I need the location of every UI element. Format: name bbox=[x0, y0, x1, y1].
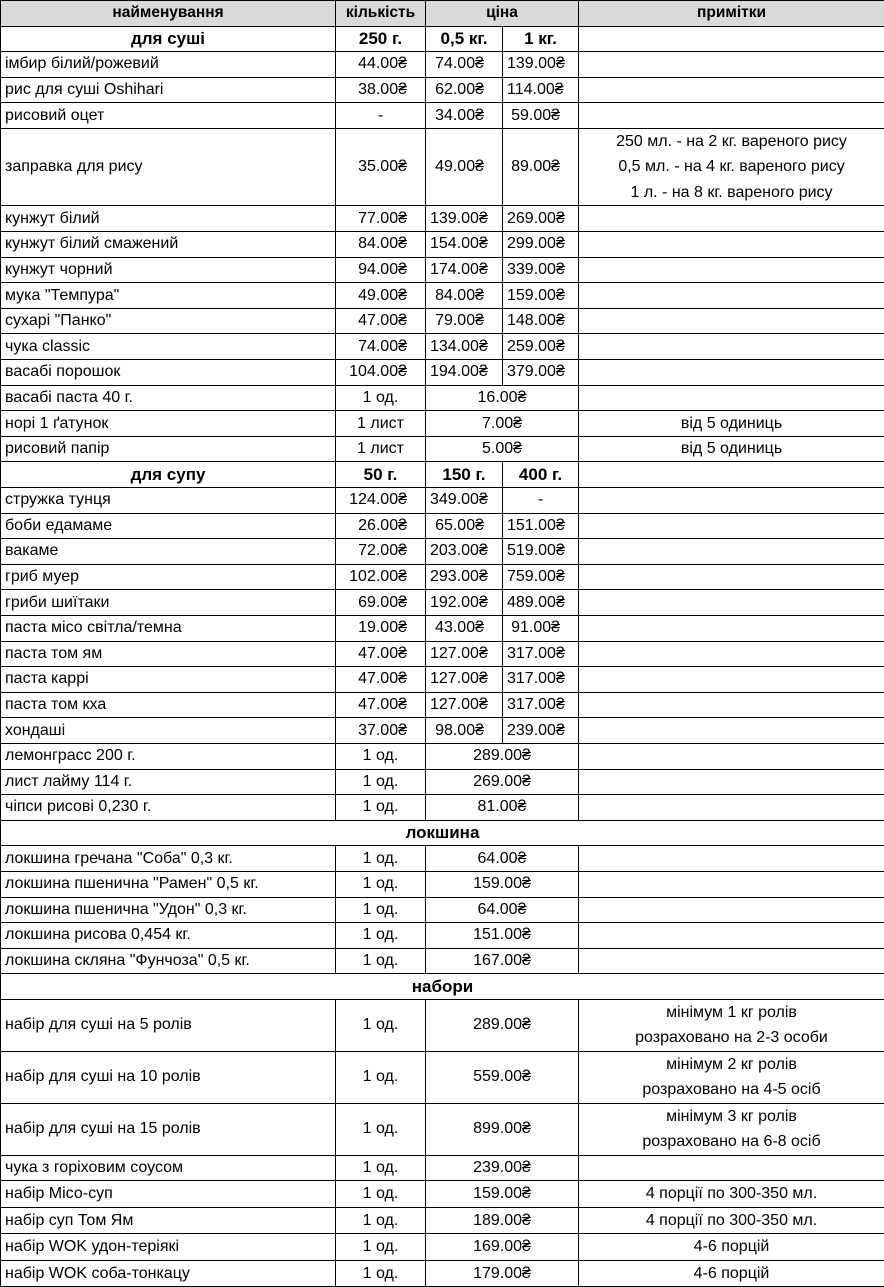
table-row bbox=[1, 999, 884, 1051]
price-cell: 203.00₴ bbox=[426, 539, 503, 565]
table-row bbox=[1, 283, 884, 309]
note-line: 1 л. - на 8 кг. вареного рису bbox=[583, 180, 880, 206]
price-cell: 114.00₴ bbox=[503, 77, 579, 103]
price-cell: 38.00₴ bbox=[336, 77, 426, 103]
table-row bbox=[1, 718, 884, 744]
item-name: стружка тунця bbox=[1, 488, 336, 514]
note-line: 4-6 порцій bbox=[583, 1261, 880, 1287]
notes-cell bbox=[579, 1260, 884, 1287]
price-cell: 519.00₴ bbox=[503, 539, 579, 565]
qty-cell: 1 од. bbox=[336, 1051, 426, 1103]
notes-cell bbox=[579, 1207, 884, 1234]
notes-cell bbox=[579, 846, 884, 872]
qty-cell: 1 лист bbox=[336, 411, 426, 437]
notes-cell bbox=[579, 923, 884, 949]
qty-cell: 1 од. bbox=[336, 999, 426, 1051]
table-row bbox=[1, 897, 884, 923]
notes-cell bbox=[579, 1155, 884, 1181]
table-row bbox=[1, 539, 884, 565]
price-cell: 259.00₴ bbox=[503, 334, 579, 360]
notes-cell bbox=[579, 488, 884, 514]
note-line: 4 порції по 300-350 мл. bbox=[583, 1208, 880, 1234]
notes-cell bbox=[579, 769, 884, 795]
note-line: мінімум 2 кг ролів bbox=[583, 1052, 880, 1078]
qty-cell: 1 од. bbox=[336, 1234, 426, 1261]
item-name: васабі порошок bbox=[1, 360, 336, 386]
price-cell: 139.00₴ bbox=[426, 206, 503, 232]
price-cell: 159.00₴ bbox=[503, 283, 579, 309]
section-header-soup bbox=[1, 462, 884, 488]
note-line: мінімум 1 кг ролів bbox=[583, 1000, 880, 1026]
item-name: набір для суші на 10 ролів bbox=[1, 1051, 336, 1103]
table-row bbox=[1, 257, 884, 283]
price-cell: 127.00₴ bbox=[426, 641, 503, 667]
item-name: паста том ям bbox=[1, 641, 336, 667]
notes-cell bbox=[579, 1234, 884, 1261]
table-row bbox=[1, 411, 884, 437]
price-cell: 151.00₴ bbox=[426, 923, 579, 949]
item-name: локшина скляна "Фунчоза" 0,5 кг. bbox=[1, 948, 336, 974]
item-name: набір WOK соба-тонкацу bbox=[1, 1260, 336, 1287]
notes-cell: від 5 одиниць bbox=[579, 436, 884, 462]
size-header: 1 кг. bbox=[503, 26, 579, 52]
size-header: 0,5 кг. bbox=[426, 26, 503, 52]
item-name: гриб муер bbox=[1, 564, 336, 590]
item-name: паста місо світла/темна bbox=[1, 615, 336, 641]
section-header-sets bbox=[1, 974, 884, 1000]
notes-cell bbox=[579, 743, 884, 769]
size-header: 250 г. bbox=[336, 26, 426, 52]
item-name: локшина пшенична "Удон" 0,3 кг. bbox=[1, 897, 336, 923]
note-line: 4-6 порцій bbox=[583, 1234, 880, 1260]
price-cell: 139.00₴ bbox=[503, 52, 579, 78]
table-row bbox=[1, 743, 884, 769]
notes-cell bbox=[579, 52, 884, 78]
notes-cell bbox=[579, 1103, 884, 1155]
price-cell: 169.00₴ bbox=[426, 1234, 579, 1261]
section-title: для супу bbox=[1, 462, 336, 488]
price-cell: 148.00₴ bbox=[503, 308, 579, 334]
table-row bbox=[1, 923, 884, 949]
price-cell: 49.00₴ bbox=[426, 128, 503, 206]
qty-cell: 1 од. bbox=[336, 1103, 426, 1155]
item-name: рисовий оцет bbox=[1, 103, 336, 129]
notes-cell bbox=[579, 999, 884, 1051]
table-row bbox=[1, 590, 884, 616]
header-notes: примітки bbox=[579, 1, 884, 27]
price-cell: 293.00₴ bbox=[426, 564, 503, 590]
price-cell: 47.00₴ bbox=[336, 641, 426, 667]
note-line: мінімум 3 кг ролів bbox=[583, 1104, 880, 1130]
notes-cell bbox=[579, 615, 884, 641]
qty-cell: 1 од. bbox=[336, 948, 426, 974]
item-name: гриби шиїтаки bbox=[1, 590, 336, 616]
table-row bbox=[1, 795, 884, 821]
notes-cell bbox=[579, 948, 884, 974]
price-cell: 47.00₴ bbox=[336, 692, 426, 718]
price-cell: 72.00₴ bbox=[336, 539, 426, 565]
item-name: хондаші bbox=[1, 718, 336, 744]
table-row bbox=[1, 206, 884, 232]
qty-cell: 1 од. bbox=[336, 1155, 426, 1181]
price-cell: 159.00₴ bbox=[426, 871, 579, 897]
notes-cell bbox=[579, 1051, 884, 1103]
price-cell: 124.00₴ bbox=[336, 488, 426, 514]
table-row bbox=[1, 641, 884, 667]
price-cell: 84.00₴ bbox=[336, 232, 426, 258]
notes-cell bbox=[579, 283, 884, 309]
item-name: набір суп Том Ям bbox=[1, 1207, 336, 1234]
notes-cell bbox=[579, 334, 884, 360]
price-cell: 317.00₴ bbox=[503, 641, 579, 667]
price-cell: 91.00₴ bbox=[503, 615, 579, 641]
qty-cell: 1 од. bbox=[336, 897, 426, 923]
price-cell: 192.00₴ bbox=[426, 590, 503, 616]
table-row bbox=[1, 846, 884, 872]
notes-cell bbox=[579, 871, 884, 897]
item-name: набір для суші на 15 ролів bbox=[1, 1103, 336, 1155]
item-name: заправка для рису bbox=[1, 128, 336, 206]
table-row bbox=[1, 103, 884, 129]
table-row bbox=[1, 1207, 884, 1234]
price-cell: 269.00₴ bbox=[503, 206, 579, 232]
size-header: 50 г. bbox=[336, 462, 426, 488]
price-cell: 349.00₴ bbox=[426, 488, 503, 514]
price-cell: 899.00₴ bbox=[426, 1103, 579, 1155]
qty-cell: 1 од. bbox=[336, 1181, 426, 1208]
price-cell: 104.00₴ bbox=[336, 360, 426, 386]
price-cell: 59.00₴ bbox=[503, 103, 579, 129]
notes-cell bbox=[579, 1181, 884, 1208]
table-row bbox=[1, 488, 884, 514]
price-table-body bbox=[1, 1, 884, 1287]
notes-cell bbox=[579, 128, 884, 206]
item-name: паста каррі bbox=[1, 667, 336, 693]
qty-cell: 1 од. bbox=[336, 385, 426, 411]
item-name: вакаме bbox=[1, 539, 336, 565]
price-cell: 194.00₴ bbox=[426, 360, 503, 386]
price-cell: 154.00₴ bbox=[426, 232, 503, 258]
header-row bbox=[1, 1, 884, 27]
price-cell: 44.00₴ bbox=[336, 52, 426, 78]
price-cell: 7.00₴ bbox=[426, 411, 579, 437]
price-cell: 65.00₴ bbox=[426, 513, 503, 539]
item-name: рисовий папір bbox=[1, 436, 336, 462]
price-cell: 47.00₴ bbox=[336, 308, 426, 334]
size-header: 150 г. bbox=[426, 462, 503, 488]
item-name: чука classic bbox=[1, 334, 336, 360]
price-cell: 289.00₴ bbox=[426, 743, 579, 769]
price-cell: 174.00₴ bbox=[426, 257, 503, 283]
table-row bbox=[1, 564, 884, 590]
price-cell: 62.00₴ bbox=[426, 77, 503, 103]
price-cell: 379.00₴ bbox=[503, 360, 579, 386]
price-cell: 127.00₴ bbox=[426, 667, 503, 693]
price-cell: 89.00₴ bbox=[503, 128, 579, 206]
qty-cell: 1 од. bbox=[336, 846, 426, 872]
price-cell: 47.00₴ bbox=[336, 667, 426, 693]
section-header-noodles bbox=[1, 820, 884, 846]
item-name: локшина гречана "Соба" 0,3 кг. bbox=[1, 846, 336, 872]
price-cell: 81.00₴ bbox=[426, 795, 579, 821]
price-cell: 134.00₴ bbox=[426, 334, 503, 360]
notes-cell bbox=[579, 897, 884, 923]
table-row bbox=[1, 513, 884, 539]
price-cell: 77.00₴ bbox=[336, 206, 426, 232]
notes-cell bbox=[579, 232, 884, 258]
note-line: 250 мл. - на 2 кг. вареного рису bbox=[583, 129, 880, 155]
note-line: розраховано на 4-5 осіб bbox=[583, 1077, 880, 1103]
price-cell: 79.00₴ bbox=[426, 308, 503, 334]
table-row bbox=[1, 692, 884, 718]
notes-cell bbox=[579, 795, 884, 821]
price-cell: 34.00₴ bbox=[426, 103, 503, 129]
note-line: розраховано на 2-3 особи bbox=[583, 1025, 880, 1051]
price-cell: 74.00₴ bbox=[426, 52, 503, 78]
price-cell: - bbox=[336, 103, 426, 129]
price-cell: 127.00₴ bbox=[426, 692, 503, 718]
item-name: боби едамаме bbox=[1, 513, 336, 539]
table-row bbox=[1, 1155, 884, 1181]
table-row bbox=[1, 667, 884, 693]
section-title: набори bbox=[1, 974, 884, 1000]
price-cell: 69.00₴ bbox=[336, 590, 426, 616]
header-name: найменування bbox=[1, 1, 336, 27]
price-cell: 74.00₴ bbox=[336, 334, 426, 360]
note-line: 0,5 мл. - на 4 кг. вареного рису bbox=[583, 154, 880, 180]
item-name: локшина рисова 0,454 кг. bbox=[1, 923, 336, 949]
price-cell: 64.00₴ bbox=[426, 846, 579, 872]
price-cell: 43.00₴ bbox=[426, 615, 503, 641]
notes-cell bbox=[579, 641, 884, 667]
price-cell: 19.00₴ bbox=[336, 615, 426, 641]
price-cell: 317.00₴ bbox=[503, 667, 579, 693]
table-row bbox=[1, 871, 884, 897]
price-cell: 317.00₴ bbox=[503, 692, 579, 718]
table-row bbox=[1, 128, 884, 206]
price-cell: 289.00₴ bbox=[426, 999, 579, 1051]
item-name: кунжут білий bbox=[1, 206, 336, 232]
qty-cell: 1 од. bbox=[336, 1207, 426, 1234]
notes-cell bbox=[579, 462, 884, 488]
notes-cell bbox=[579, 308, 884, 334]
notes-cell bbox=[579, 692, 884, 718]
notes-cell bbox=[579, 539, 884, 565]
header-price: ціна bbox=[426, 1, 579, 27]
price-cell: 239.00₴ bbox=[503, 718, 579, 744]
item-name: лист лайму 114 г. bbox=[1, 769, 336, 795]
price-cell: 84.00₴ bbox=[426, 283, 503, 309]
table-row bbox=[1, 52, 884, 78]
price-cell: 94.00₴ bbox=[336, 257, 426, 283]
qty-cell: 1 од. bbox=[336, 923, 426, 949]
notes-cell bbox=[579, 564, 884, 590]
price-cell: 299.00₴ bbox=[503, 232, 579, 258]
item-name: лемонграсс 200 г. bbox=[1, 743, 336, 769]
price-cell: 37.00₴ bbox=[336, 718, 426, 744]
price-cell: 179.00₴ bbox=[426, 1260, 579, 1287]
item-name: імбир білий/рожевий bbox=[1, 52, 336, 78]
notes-cell bbox=[579, 206, 884, 232]
item-name: васабі паста 40 г. bbox=[1, 385, 336, 411]
item-name: сухарі "Панко" bbox=[1, 308, 336, 334]
qty-cell: 1 лист bbox=[336, 436, 426, 462]
section-title: для суші bbox=[1, 26, 336, 52]
section-title: локшина bbox=[1, 820, 884, 846]
table-row bbox=[1, 948, 884, 974]
price-cell: 159.00₴ bbox=[426, 1181, 579, 1208]
table-row bbox=[1, 334, 884, 360]
qty-cell: 1 од. bbox=[336, 795, 426, 821]
notes-cell bbox=[579, 385, 884, 411]
price-cell: 269.00₴ bbox=[426, 769, 579, 795]
notes-cell bbox=[579, 360, 884, 386]
item-name: чука з горіховим соусом bbox=[1, 1155, 336, 1181]
table-row bbox=[1, 385, 884, 411]
item-name: набір WOK удон-теріякі bbox=[1, 1234, 336, 1261]
item-name: кунжут білий смажений bbox=[1, 232, 336, 258]
table-row bbox=[1, 77, 884, 103]
price-cell: 98.00₴ bbox=[426, 718, 503, 744]
item-name: кунжут чорний bbox=[1, 257, 336, 283]
item-name: норі 1 ґатунок bbox=[1, 411, 336, 437]
item-name: локшина пшенична "Рамен" 0,5 кг. bbox=[1, 871, 336, 897]
qty-cell: 1 од. bbox=[336, 743, 426, 769]
price-cell: 16.00₴ bbox=[426, 385, 579, 411]
price-cell: 759.00₴ bbox=[503, 564, 579, 590]
price-cell: 189.00₴ bbox=[426, 1207, 579, 1234]
notes-cell: від 5 одиниць bbox=[579, 411, 884, 437]
header-qty: кількість bbox=[336, 1, 426, 27]
notes-cell bbox=[579, 590, 884, 616]
table-row bbox=[1, 1234, 884, 1261]
item-name: паста том кха bbox=[1, 692, 336, 718]
qty-cell: 1 од. bbox=[336, 769, 426, 795]
table-row bbox=[1, 769, 884, 795]
notes-cell bbox=[579, 667, 884, 693]
table-row bbox=[1, 360, 884, 386]
price-cell: 559.00₴ bbox=[426, 1051, 579, 1103]
qty-cell: 1 од. bbox=[336, 1260, 426, 1287]
note-line: 4 порції по 300-350 мл. bbox=[583, 1181, 880, 1207]
notes-cell bbox=[579, 103, 884, 129]
note-line: розраховано на 6-8 осіб bbox=[583, 1129, 880, 1155]
table-row bbox=[1, 232, 884, 258]
price-cell: 35.00₴ bbox=[336, 128, 426, 206]
price-cell: 151.00₴ bbox=[503, 513, 579, 539]
item-name: набір для суші на 5 ролів bbox=[1, 999, 336, 1051]
notes-cell bbox=[579, 257, 884, 283]
price-cell: - bbox=[503, 488, 579, 514]
price-cell: 489.00₴ bbox=[503, 590, 579, 616]
qty-cell: 1 од. bbox=[336, 871, 426, 897]
notes-cell bbox=[579, 77, 884, 103]
table-row bbox=[1, 615, 884, 641]
price-cell: 102.00₴ bbox=[336, 564, 426, 590]
price-cell: 64.00₴ bbox=[426, 897, 579, 923]
table-row bbox=[1, 308, 884, 334]
price-cell: 5.00₴ bbox=[426, 436, 579, 462]
item-name: мука "Темпура" bbox=[1, 283, 336, 309]
table-row bbox=[1, 436, 884, 462]
table-row bbox=[1, 1051, 884, 1103]
section-header-sushi bbox=[1, 26, 884, 52]
notes-cell bbox=[579, 513, 884, 539]
price-cell: 339.00₴ bbox=[503, 257, 579, 283]
price-cell: 239.00₴ bbox=[426, 1155, 579, 1181]
price-cell: 167.00₴ bbox=[426, 948, 579, 974]
notes-cell bbox=[579, 26, 884, 52]
table-row bbox=[1, 1260, 884, 1287]
notes-cell bbox=[579, 718, 884, 744]
item-name: рис для суші Oshihari bbox=[1, 77, 336, 103]
item-name: чіпси рисові 0,230 г. bbox=[1, 795, 336, 821]
price-cell: 26.00₴ bbox=[336, 513, 426, 539]
price-cell: 49.00₴ bbox=[336, 283, 426, 309]
table-row bbox=[1, 1181, 884, 1208]
size-header: 400 г. bbox=[503, 462, 579, 488]
item-name: набір Місо-суп bbox=[1, 1181, 336, 1208]
table-row bbox=[1, 1103, 884, 1155]
